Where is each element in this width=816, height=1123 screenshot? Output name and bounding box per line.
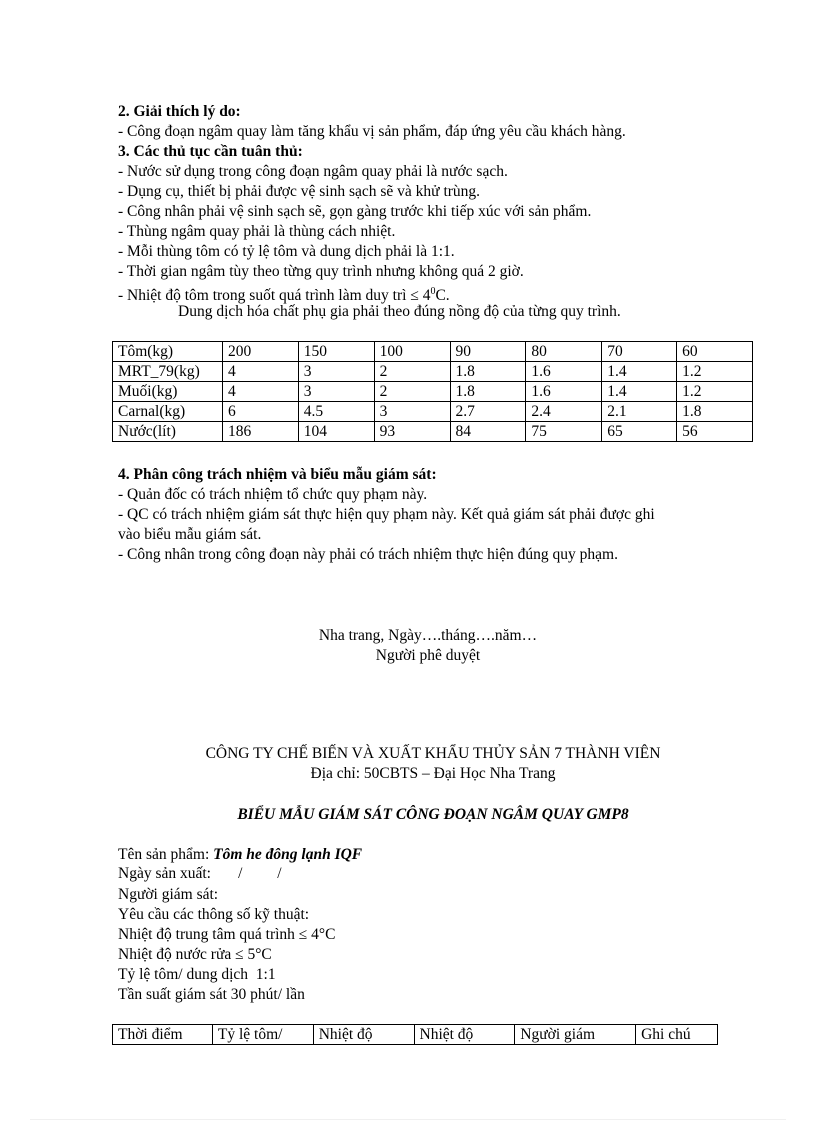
dosage-cell: 4 <box>222 362 298 382</box>
dosage-row-label: Tôm(kg) <box>113 342 223 362</box>
dosage-cell: 1.8 <box>450 382 526 402</box>
dosage-row-label: Nước(lít) <box>113 422 223 442</box>
page-bottom-rule <box>30 1119 786 1120</box>
dosage-cell: 4.5 <box>298 402 374 422</box>
dosage-cell: 3 <box>374 402 450 422</box>
production-date: Ngày sản xuất: / / <box>118 865 282 882</box>
dosage-cell: 1.6 <box>526 362 602 382</box>
section-2-heading: 2. Giải thích lý do: <box>118 103 241 120</box>
dosage-row-label: Carnal(kg) <box>113 402 223 422</box>
product-label: Tên sản phẩm: <box>118 846 214 863</box>
company-name: CÔNG TY CHẾ BIẾN VÀ XUẤT KHẨU THỦY SẢN 7 THÀNH VIÊN <box>205 745 661 762</box>
dosage-row <box>113 342 753 362</box>
dosage-cell: 1.2 <box>677 362 753 382</box>
dosage-row-label: MRT_79(kg) <box>113 362 223 382</box>
dosage-cell: 93 <box>374 422 450 442</box>
section-4-line: - Quản đốc có trách nhiệm tổ chức quy phạm này. <box>118 486 428 503</box>
section-3-line: - Mỗi thùng tôm có tỷ lệ tôm và dung dịch phải là 1:1. <box>118 243 455 260</box>
dosage-row-label: Muối(kg) <box>113 382 223 402</box>
monitoring-header-row <box>113 1025 718 1045</box>
header-supervisor: Người giám <box>515 1025 636 1045</box>
dosage-cell: 2.4 <box>526 402 602 422</box>
dosage-cell: 4 <box>222 382 298 402</box>
ratio-requirement: Tỷ lệ tôm/ dung dịch 1:1 <box>118 966 276 983</box>
section-3-line: - Thời gian ngâm tùy theo từng quy trình nhưng không quá 2 giờ. <box>118 263 524 280</box>
section-3-line: - Thùng ngâm quay phải là thùng cách nhiệt. <box>118 223 396 240</box>
dosage-cell: 2.7 <box>450 402 526 422</box>
dosage-cell: 1.4 <box>602 362 677 382</box>
dosage-cell: 2.1 <box>602 402 677 422</box>
frequency-requirement: Tần suất giám sát 30 phút/ lần <box>118 986 305 1003</box>
section-4-heading: 4. Phân công trách nhiệm và biểu mẫu giám sát: <box>118 466 437 483</box>
dosage-cell: 3 <box>298 382 374 402</box>
dosage-cell: 2 <box>374 382 450 402</box>
section-3-line: - Nước sử dụng trong công đoạn ngâm quay phải là nước sạch. <box>118 163 508 180</box>
company-address: Địa chỉ: 50CBTS – Đại Học Nha Trang <box>310 765 556 782</box>
section-4-line: - Công nhân trong công đoạn này phải có trách nhiệm thực hiện đúng quy phạm. <box>118 546 618 563</box>
section-3-heading: 3. Các thủ tục cần tuân thủ: <box>118 143 303 160</box>
dosage-table <box>112 341 753 442</box>
section-4-line: - QC có trách nhiệm giám sát thực hiện quy phạm này. Kết quả giám sát phải được ghi <box>118 506 655 523</box>
form-title: BIỂU MẪU GIÁM SÁT CÔNG ĐOẠN NGÂM QUAY GMP8 <box>237 806 629 823</box>
dosage-cell: 1.6 <box>526 382 602 402</box>
section-2-line: - Công đoạn ngâm quay làm tăng khẩu vị sản phẩm, đáp ứng yêu cầu khách hàng. <box>118 123 626 140</box>
header-ratio: Tỷ lệ tôm/ <box>212 1025 313 1045</box>
dosage-cell: 56 <box>677 422 753 442</box>
dosage-cell: 60 <box>677 342 753 362</box>
dosage-cell: 1.4 <box>602 382 677 402</box>
dosage-cell: 75 <box>526 422 602 442</box>
header-temp-2: Nhiệt độ <box>414 1025 515 1045</box>
dosage-cell: 150 <box>298 342 374 362</box>
dosage-cell: 100 <box>374 342 450 362</box>
supervisor-label: Người giám sát: <box>118 886 219 903</box>
dosage-cell: 186 <box>222 422 298 442</box>
temp-line-suffix: C. <box>435 287 450 305</box>
dosage-cell: 65 <box>602 422 677 442</box>
dosage-cell: 3 <box>298 362 374 382</box>
dosage-cell: 80 <box>526 342 602 362</box>
approval-date-line: Nha trang, Ngày….tháng….năm… <box>318 627 538 644</box>
dosage-cell: 1.2 <box>677 382 753 402</box>
requirements-label: Yêu cầu các thông số kỹ thuật: <box>118 906 310 923</box>
wash-temp-requirement: Nhiệt độ nước rửa ≤ 5°C <box>118 946 272 963</box>
dosage-cell: 200 <box>222 342 298 362</box>
temp-line-prefix: - Nhiệt độ tôm trong suốt quá trình làm duy trì ≤ 4 <box>118 287 431 305</box>
dosage-row <box>113 402 753 422</box>
product-line <box>118 845 362 865</box>
temp-line-sup: 0 <box>430 286 436 297</box>
dosage-row <box>113 422 753 442</box>
dosage-cell: 6 <box>222 402 298 422</box>
dosage-cell: 70 <box>602 342 677 362</box>
dosage-cell: 90 <box>450 342 526 362</box>
product-value: Tôm he đông lạnh IQF <box>213 846 363 863</box>
dosage-cell: 104 <box>298 422 374 442</box>
header-time: Thời điểm <box>113 1025 213 1045</box>
dosage-row <box>113 362 753 382</box>
monitoring-table <box>112 1024 718 1045</box>
header-notes: Ghi chú <box>636 1025 718 1045</box>
header-temp-1: Nhiệt độ <box>313 1025 414 1045</box>
core-temp-requirement: Nhiệt độ trung tâm quá trình ≤ 4°C <box>118 926 336 943</box>
section-3-line: - Công nhân phải vệ sinh sạch sẽ, gọn gàng trước khi tiếp xúc với sản phẩm. <box>118 203 592 220</box>
section-4-line: vào biểu mẫu giám sát. <box>118 526 262 543</box>
section-3-indent-line: Dung dịch hóa chất phụ gia phải theo đúng nồng độ của từng quy trình. <box>178 303 621 320</box>
dosage-cell: 1.8 <box>677 402 753 422</box>
approver-label: Người phê duyệt <box>375 647 481 664</box>
dosage-cell: 1.8 <box>450 362 526 382</box>
dosage-cell: 2 <box>374 362 450 382</box>
dosage-row <box>113 382 753 402</box>
dosage-cell: 84 <box>450 422 526 442</box>
section-3-line: - Dụng cụ, thiết bị phải được vệ sinh sạch sẽ và khử trùng. <box>118 183 481 200</box>
